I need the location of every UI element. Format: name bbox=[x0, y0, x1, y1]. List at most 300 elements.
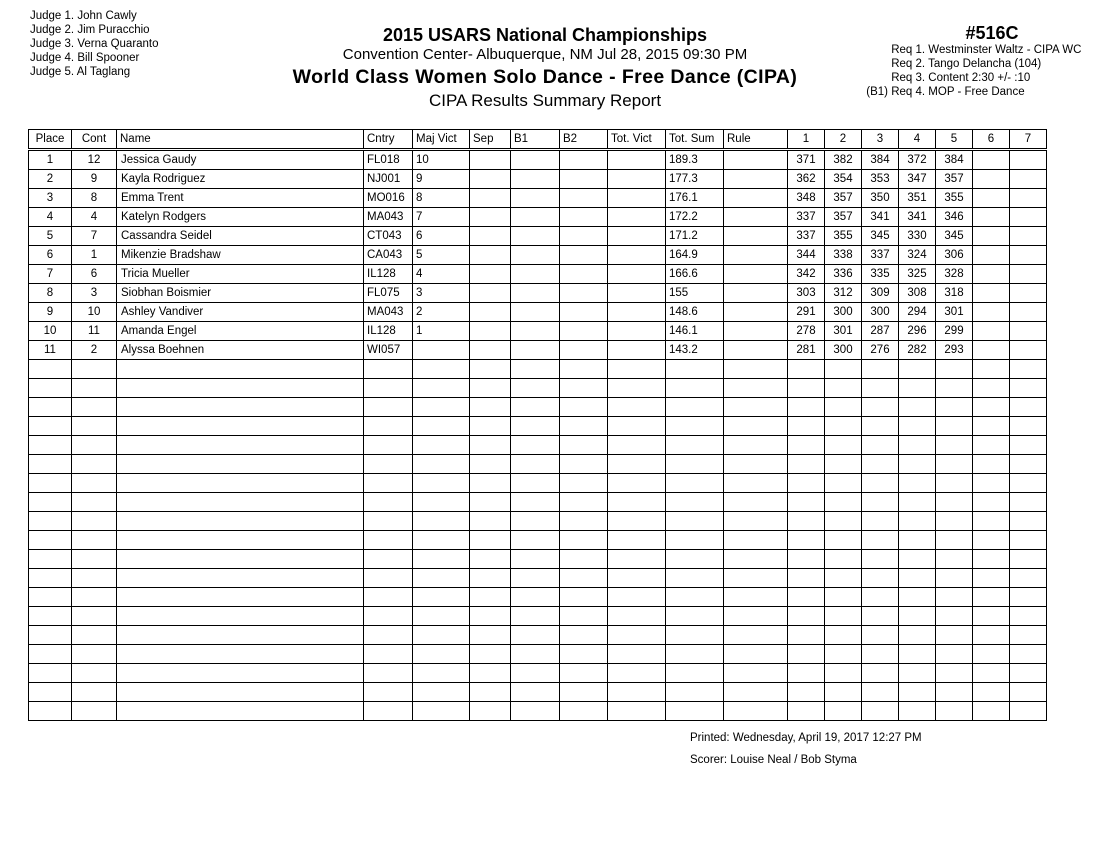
table-cell bbox=[511, 436, 560, 455]
table-cell bbox=[788, 455, 825, 474]
report-header bbox=[240, 24, 850, 112]
table-cell bbox=[1010, 436, 1047, 455]
table-cell bbox=[936, 683, 973, 702]
table-cell bbox=[608, 398, 666, 417]
table-cell bbox=[608, 626, 666, 645]
table-cell bbox=[470, 512, 511, 531]
table-cell: 345 bbox=[862, 227, 899, 246]
table-cell bbox=[560, 322, 608, 341]
table-cell bbox=[511, 360, 560, 379]
table-cell bbox=[608, 341, 666, 360]
requirements-list bbox=[850, 43, 1081, 99]
table-cell bbox=[470, 246, 511, 265]
table-cell bbox=[364, 569, 413, 588]
table-cell bbox=[560, 607, 608, 626]
table-cell bbox=[1010, 455, 1047, 474]
table-cell: 328 bbox=[936, 265, 973, 284]
table-cell bbox=[29, 683, 72, 702]
table-cell: 293 bbox=[936, 341, 973, 360]
table-cell bbox=[117, 360, 364, 379]
table-cell bbox=[825, 626, 862, 645]
table-cell bbox=[560, 379, 608, 398]
table-cell bbox=[973, 702, 1010, 721]
report-title: CIPA Results Summary Report bbox=[428, 91, 662, 110]
table-cell bbox=[899, 702, 936, 721]
table-cell bbox=[511, 569, 560, 588]
table-cell bbox=[666, 550, 724, 569]
table-row bbox=[29, 417, 1047, 436]
table-cell bbox=[560, 303, 608, 322]
table-cell bbox=[470, 303, 511, 322]
table-cell: 155 bbox=[666, 284, 724, 303]
table-cell: 347 bbox=[899, 170, 936, 189]
table-cell bbox=[511, 474, 560, 493]
table-cell bbox=[117, 607, 364, 626]
table-cell bbox=[862, 702, 899, 721]
table-row bbox=[29, 550, 1047, 569]
table-cell bbox=[608, 150, 666, 170]
judge-label: Judge 4. bbox=[30, 52, 75, 64]
table-cell bbox=[117, 588, 364, 607]
table-cell bbox=[788, 664, 825, 683]
table-cell bbox=[666, 398, 724, 417]
table-cell bbox=[1010, 341, 1047, 360]
table-cell: 300 bbox=[825, 341, 862, 360]
table-cell bbox=[862, 360, 899, 379]
table-cell bbox=[724, 455, 788, 474]
table-row bbox=[29, 170, 1047, 189]
table-row bbox=[29, 683, 1047, 702]
table-cell bbox=[825, 512, 862, 531]
table-cell bbox=[973, 512, 1010, 531]
table-cell bbox=[72, 683, 117, 702]
table-cell: Ashley Vandiver bbox=[117, 303, 364, 322]
table-cell bbox=[936, 493, 973, 512]
table-row bbox=[29, 645, 1047, 664]
table-cell bbox=[364, 550, 413, 569]
table-cell bbox=[788, 398, 825, 417]
table-cell bbox=[1010, 265, 1047, 284]
requirement-text: Content 2:30 +/- :10 bbox=[928, 72, 1031, 84]
table-cell: Emma Trent bbox=[117, 189, 364, 208]
table-cell: FL018 bbox=[364, 150, 413, 170]
table-cell: 6 bbox=[72, 265, 117, 284]
table-cell bbox=[666, 417, 724, 436]
table-cell bbox=[1010, 208, 1047, 227]
table-cell bbox=[666, 569, 724, 588]
table-cell: 335 bbox=[862, 265, 899, 284]
table-cell bbox=[666, 531, 724, 550]
column-header: 2 bbox=[825, 130, 862, 150]
table-cell bbox=[364, 626, 413, 645]
table-cell bbox=[1010, 360, 1047, 379]
table-cell bbox=[560, 170, 608, 189]
table-cell bbox=[724, 550, 788, 569]
table-cell bbox=[511, 626, 560, 645]
column-header: B1 bbox=[511, 130, 560, 150]
table-cell: 338 bbox=[825, 246, 862, 265]
table-cell bbox=[936, 398, 973, 417]
table-cell bbox=[608, 379, 666, 398]
column-header: Maj Vict bbox=[413, 130, 470, 150]
table-cell: 291 bbox=[788, 303, 825, 322]
table-cell bbox=[862, 683, 899, 702]
table-cell bbox=[724, 189, 788, 208]
table-cell bbox=[973, 474, 1010, 493]
table-cell bbox=[29, 379, 72, 398]
table-cell: 4 bbox=[413, 265, 470, 284]
table-cell: 8 bbox=[413, 189, 470, 208]
table-cell bbox=[973, 569, 1010, 588]
table-cell bbox=[724, 170, 788, 189]
table-cell bbox=[666, 607, 724, 626]
table-row bbox=[29, 284, 1047, 303]
table-cell: 281 bbox=[788, 341, 825, 360]
table-cell bbox=[117, 683, 364, 702]
table-cell: 294 bbox=[899, 303, 936, 322]
table-cell bbox=[470, 588, 511, 607]
table-cell bbox=[413, 417, 470, 436]
table-cell bbox=[724, 645, 788, 664]
table-cell: Siobhan Boismier bbox=[117, 284, 364, 303]
table-cell bbox=[862, 645, 899, 664]
table-cell bbox=[470, 436, 511, 455]
requirement-entry bbox=[850, 85, 1081, 99]
table-cell bbox=[608, 512, 666, 531]
table-cell bbox=[724, 246, 788, 265]
table-cell bbox=[973, 284, 1010, 303]
table-header-row bbox=[29, 130, 1047, 150]
table-cell: 306 bbox=[936, 246, 973, 265]
table-cell bbox=[1010, 303, 1047, 322]
table-cell bbox=[825, 474, 862, 493]
table-cell bbox=[1010, 474, 1047, 493]
table-cell bbox=[511, 607, 560, 626]
table-cell: 7 bbox=[29, 265, 72, 284]
table-cell bbox=[560, 227, 608, 246]
table-cell bbox=[470, 531, 511, 550]
table-row bbox=[29, 531, 1047, 550]
table-cell bbox=[899, 455, 936, 474]
table-cell bbox=[511, 208, 560, 227]
table-cell bbox=[413, 398, 470, 417]
table-cell: 143.2 bbox=[666, 341, 724, 360]
table-row bbox=[29, 322, 1047, 341]
table-cell bbox=[899, 645, 936, 664]
table-cell bbox=[470, 341, 511, 360]
table-cell bbox=[973, 189, 1010, 208]
table-cell bbox=[608, 493, 666, 512]
table-cell: 350 bbox=[862, 189, 899, 208]
table-cell bbox=[724, 607, 788, 626]
judge-name: Jim Puracchio bbox=[77, 24, 150, 36]
table-cell bbox=[862, 569, 899, 588]
table-cell bbox=[825, 360, 862, 379]
table-cell bbox=[1010, 284, 1047, 303]
table-cell bbox=[608, 170, 666, 189]
table-cell bbox=[936, 702, 973, 721]
table-cell bbox=[560, 208, 608, 227]
table-cell bbox=[413, 512, 470, 531]
table-cell bbox=[1010, 550, 1047, 569]
judge-label: Judge 1. bbox=[30, 10, 75, 22]
table-cell bbox=[936, 379, 973, 398]
table-cell bbox=[413, 702, 470, 721]
table-cell bbox=[936, 436, 973, 455]
table-cell bbox=[724, 493, 788, 512]
table-cell bbox=[608, 227, 666, 246]
table-cell bbox=[364, 683, 413, 702]
table-cell: MO016 bbox=[364, 189, 413, 208]
table-cell bbox=[511, 303, 560, 322]
judge-name: Verna Quaranto bbox=[77, 38, 159, 50]
table-cell bbox=[470, 170, 511, 189]
table-cell: 384 bbox=[936, 150, 973, 170]
table-cell bbox=[666, 455, 724, 474]
table-cell: 1 bbox=[29, 150, 72, 170]
table-cell bbox=[511, 493, 560, 512]
table-cell: 330 bbox=[899, 227, 936, 246]
table-cell bbox=[936, 455, 973, 474]
table-cell bbox=[72, 588, 117, 607]
venue-datetime: Convention Center- Albuquerque, NM Jul 28, 2015 09:30 PM bbox=[342, 46, 748, 63]
table-cell bbox=[608, 265, 666, 284]
table-cell bbox=[364, 474, 413, 493]
table-cell bbox=[364, 455, 413, 474]
table-cell bbox=[899, 512, 936, 531]
table-cell bbox=[608, 360, 666, 379]
table-cell bbox=[29, 493, 72, 512]
table-cell bbox=[413, 569, 470, 588]
table-cell bbox=[899, 626, 936, 645]
table-cell bbox=[788, 493, 825, 512]
table-cell bbox=[862, 512, 899, 531]
table-cell bbox=[936, 360, 973, 379]
printed-timestamp: Printed: Wednesday, April 19, 2017 12:27 PM bbox=[690, 732, 922, 744]
table-cell bbox=[724, 379, 788, 398]
judge-label: Judge 3. bbox=[30, 38, 75, 50]
table-cell bbox=[608, 189, 666, 208]
table-cell bbox=[788, 474, 825, 493]
table-cell bbox=[825, 379, 862, 398]
table-cell bbox=[511, 664, 560, 683]
table-cell bbox=[413, 493, 470, 512]
table-row bbox=[29, 588, 1047, 607]
table-row bbox=[29, 664, 1047, 683]
table-cell bbox=[862, 474, 899, 493]
table-cell bbox=[724, 322, 788, 341]
table-cell bbox=[470, 550, 511, 569]
table-cell bbox=[117, 379, 364, 398]
table-cell bbox=[973, 303, 1010, 322]
table-cell bbox=[117, 436, 364, 455]
table-cell bbox=[511, 227, 560, 246]
table-cell: 6 bbox=[29, 246, 72, 265]
table-cell bbox=[560, 588, 608, 607]
table-cell bbox=[788, 379, 825, 398]
table-cell bbox=[973, 588, 1010, 607]
table-cell bbox=[560, 512, 608, 531]
table-cell bbox=[724, 150, 788, 170]
column-header: 5 bbox=[936, 130, 973, 150]
table-cell: 7 bbox=[72, 227, 117, 246]
table-cell: MA043 bbox=[364, 208, 413, 227]
table-cell: IL128 bbox=[364, 322, 413, 341]
table-cell: WI057 bbox=[364, 341, 413, 360]
table-cell bbox=[1010, 683, 1047, 702]
table-cell: 1 bbox=[72, 246, 117, 265]
table-cell bbox=[724, 417, 788, 436]
table-cell bbox=[724, 664, 788, 683]
table-cell bbox=[413, 664, 470, 683]
table-cell bbox=[413, 455, 470, 474]
table-cell bbox=[666, 474, 724, 493]
table-cell: 146.1 bbox=[666, 322, 724, 341]
table-cell bbox=[511, 322, 560, 341]
table-cell bbox=[364, 588, 413, 607]
table-cell: CA043 bbox=[364, 246, 413, 265]
table-cell: 166.6 bbox=[666, 265, 724, 284]
table-cell: 312 bbox=[825, 284, 862, 303]
table-cell bbox=[666, 360, 724, 379]
table-cell: Mikenzie Bradshaw bbox=[117, 246, 364, 265]
table-cell bbox=[470, 607, 511, 626]
table-cell: 337 bbox=[862, 246, 899, 265]
table-cell bbox=[29, 474, 72, 493]
table-row bbox=[29, 607, 1047, 626]
table-cell: Jessica Gaudy bbox=[117, 150, 364, 170]
table-cell bbox=[1010, 322, 1047, 341]
judge-name: John Cawly bbox=[77, 10, 137, 22]
table-cell bbox=[862, 531, 899, 550]
table-cell bbox=[936, 550, 973, 569]
table-cell: 12 bbox=[72, 150, 117, 170]
judges-list bbox=[30, 9, 159, 79]
table-cell: 9 bbox=[72, 170, 117, 189]
table-cell bbox=[724, 702, 788, 721]
table-cell bbox=[936, 645, 973, 664]
table-cell bbox=[666, 683, 724, 702]
table-cell bbox=[470, 493, 511, 512]
table-cell: 344 bbox=[788, 246, 825, 265]
table-cell: 9 bbox=[29, 303, 72, 322]
table-cell bbox=[511, 702, 560, 721]
table-cell: 10 bbox=[29, 322, 72, 341]
table-cell bbox=[511, 683, 560, 702]
requirement-text: Tango Delancha (104) bbox=[928, 58, 1042, 70]
table-cell bbox=[72, 455, 117, 474]
table-cell: 341 bbox=[862, 208, 899, 227]
table-cell bbox=[862, 398, 899, 417]
table-cell bbox=[666, 493, 724, 512]
table-cell bbox=[560, 531, 608, 550]
table-cell bbox=[899, 664, 936, 683]
table-cell: 348 bbox=[788, 189, 825, 208]
table-cell bbox=[511, 588, 560, 607]
judge-label: Judge 2. bbox=[30, 24, 75, 36]
table-cell bbox=[899, 550, 936, 569]
table-cell: 337 bbox=[788, 208, 825, 227]
table-cell bbox=[413, 436, 470, 455]
table-cell: 355 bbox=[936, 189, 973, 208]
table-cell bbox=[608, 683, 666, 702]
table-row bbox=[29, 455, 1047, 474]
table-cell bbox=[788, 512, 825, 531]
table-cell bbox=[788, 531, 825, 550]
table-cell bbox=[117, 664, 364, 683]
scorer-names: Scorer: Louise Neal / Bob Styma bbox=[690, 754, 857, 766]
table-cell: CT043 bbox=[364, 227, 413, 246]
table-cell bbox=[560, 683, 608, 702]
table-cell bbox=[973, 360, 1010, 379]
requirement-entry bbox=[850, 57, 1081, 71]
table-cell bbox=[1010, 189, 1047, 208]
judge-entry bbox=[30, 51, 159, 65]
table-cell: Alyssa Boehnen bbox=[117, 341, 364, 360]
table-cell bbox=[117, 493, 364, 512]
column-header: Rule bbox=[724, 130, 788, 150]
column-header: 6 bbox=[973, 130, 1010, 150]
table-cell bbox=[413, 645, 470, 664]
table-cell bbox=[973, 550, 1010, 569]
table-cell bbox=[511, 284, 560, 303]
table-cell: 301 bbox=[825, 322, 862, 341]
table-cell bbox=[560, 341, 608, 360]
table-cell bbox=[825, 607, 862, 626]
table-cell bbox=[608, 455, 666, 474]
table-cell bbox=[470, 702, 511, 721]
column-header: 3 bbox=[862, 130, 899, 150]
judge-name: Al Taglang bbox=[76, 66, 131, 78]
table-cell bbox=[413, 550, 470, 569]
table-cell bbox=[511, 455, 560, 474]
table-cell bbox=[364, 645, 413, 664]
table-cell: 2 bbox=[29, 170, 72, 189]
table-cell: 354 bbox=[825, 170, 862, 189]
table-row bbox=[29, 493, 1047, 512]
table-cell: 355 bbox=[825, 227, 862, 246]
table-cell bbox=[117, 702, 364, 721]
table-cell: 177.3 bbox=[666, 170, 724, 189]
table-cell bbox=[29, 550, 72, 569]
table-cell bbox=[29, 645, 72, 664]
table-cell: 2 bbox=[72, 341, 117, 360]
table-cell bbox=[1010, 379, 1047, 398]
table-cell bbox=[1010, 664, 1047, 683]
table-cell bbox=[788, 645, 825, 664]
table-row bbox=[29, 265, 1047, 284]
requirement-text: Westminster Waltz - CIPA WC bbox=[928, 44, 1082, 56]
table-cell: 10 bbox=[72, 303, 117, 322]
table-cell bbox=[511, 417, 560, 436]
table-cell bbox=[470, 150, 511, 170]
column-header: B2 bbox=[560, 130, 608, 150]
table-cell: 357 bbox=[825, 189, 862, 208]
table-cell bbox=[117, 550, 364, 569]
table-cell bbox=[724, 436, 788, 455]
table-cell bbox=[1010, 417, 1047, 436]
requirement-prefix: (B1) bbox=[866, 86, 888, 98]
table-cell: 8 bbox=[29, 284, 72, 303]
table-cell bbox=[973, 227, 1010, 246]
table-cell bbox=[72, 379, 117, 398]
table-cell: Amanda Engel bbox=[117, 322, 364, 341]
table-cell bbox=[724, 265, 788, 284]
table-cell bbox=[29, 569, 72, 588]
table-cell: IL128 bbox=[364, 265, 413, 284]
table-cell bbox=[973, 341, 1010, 360]
table-cell bbox=[666, 626, 724, 645]
